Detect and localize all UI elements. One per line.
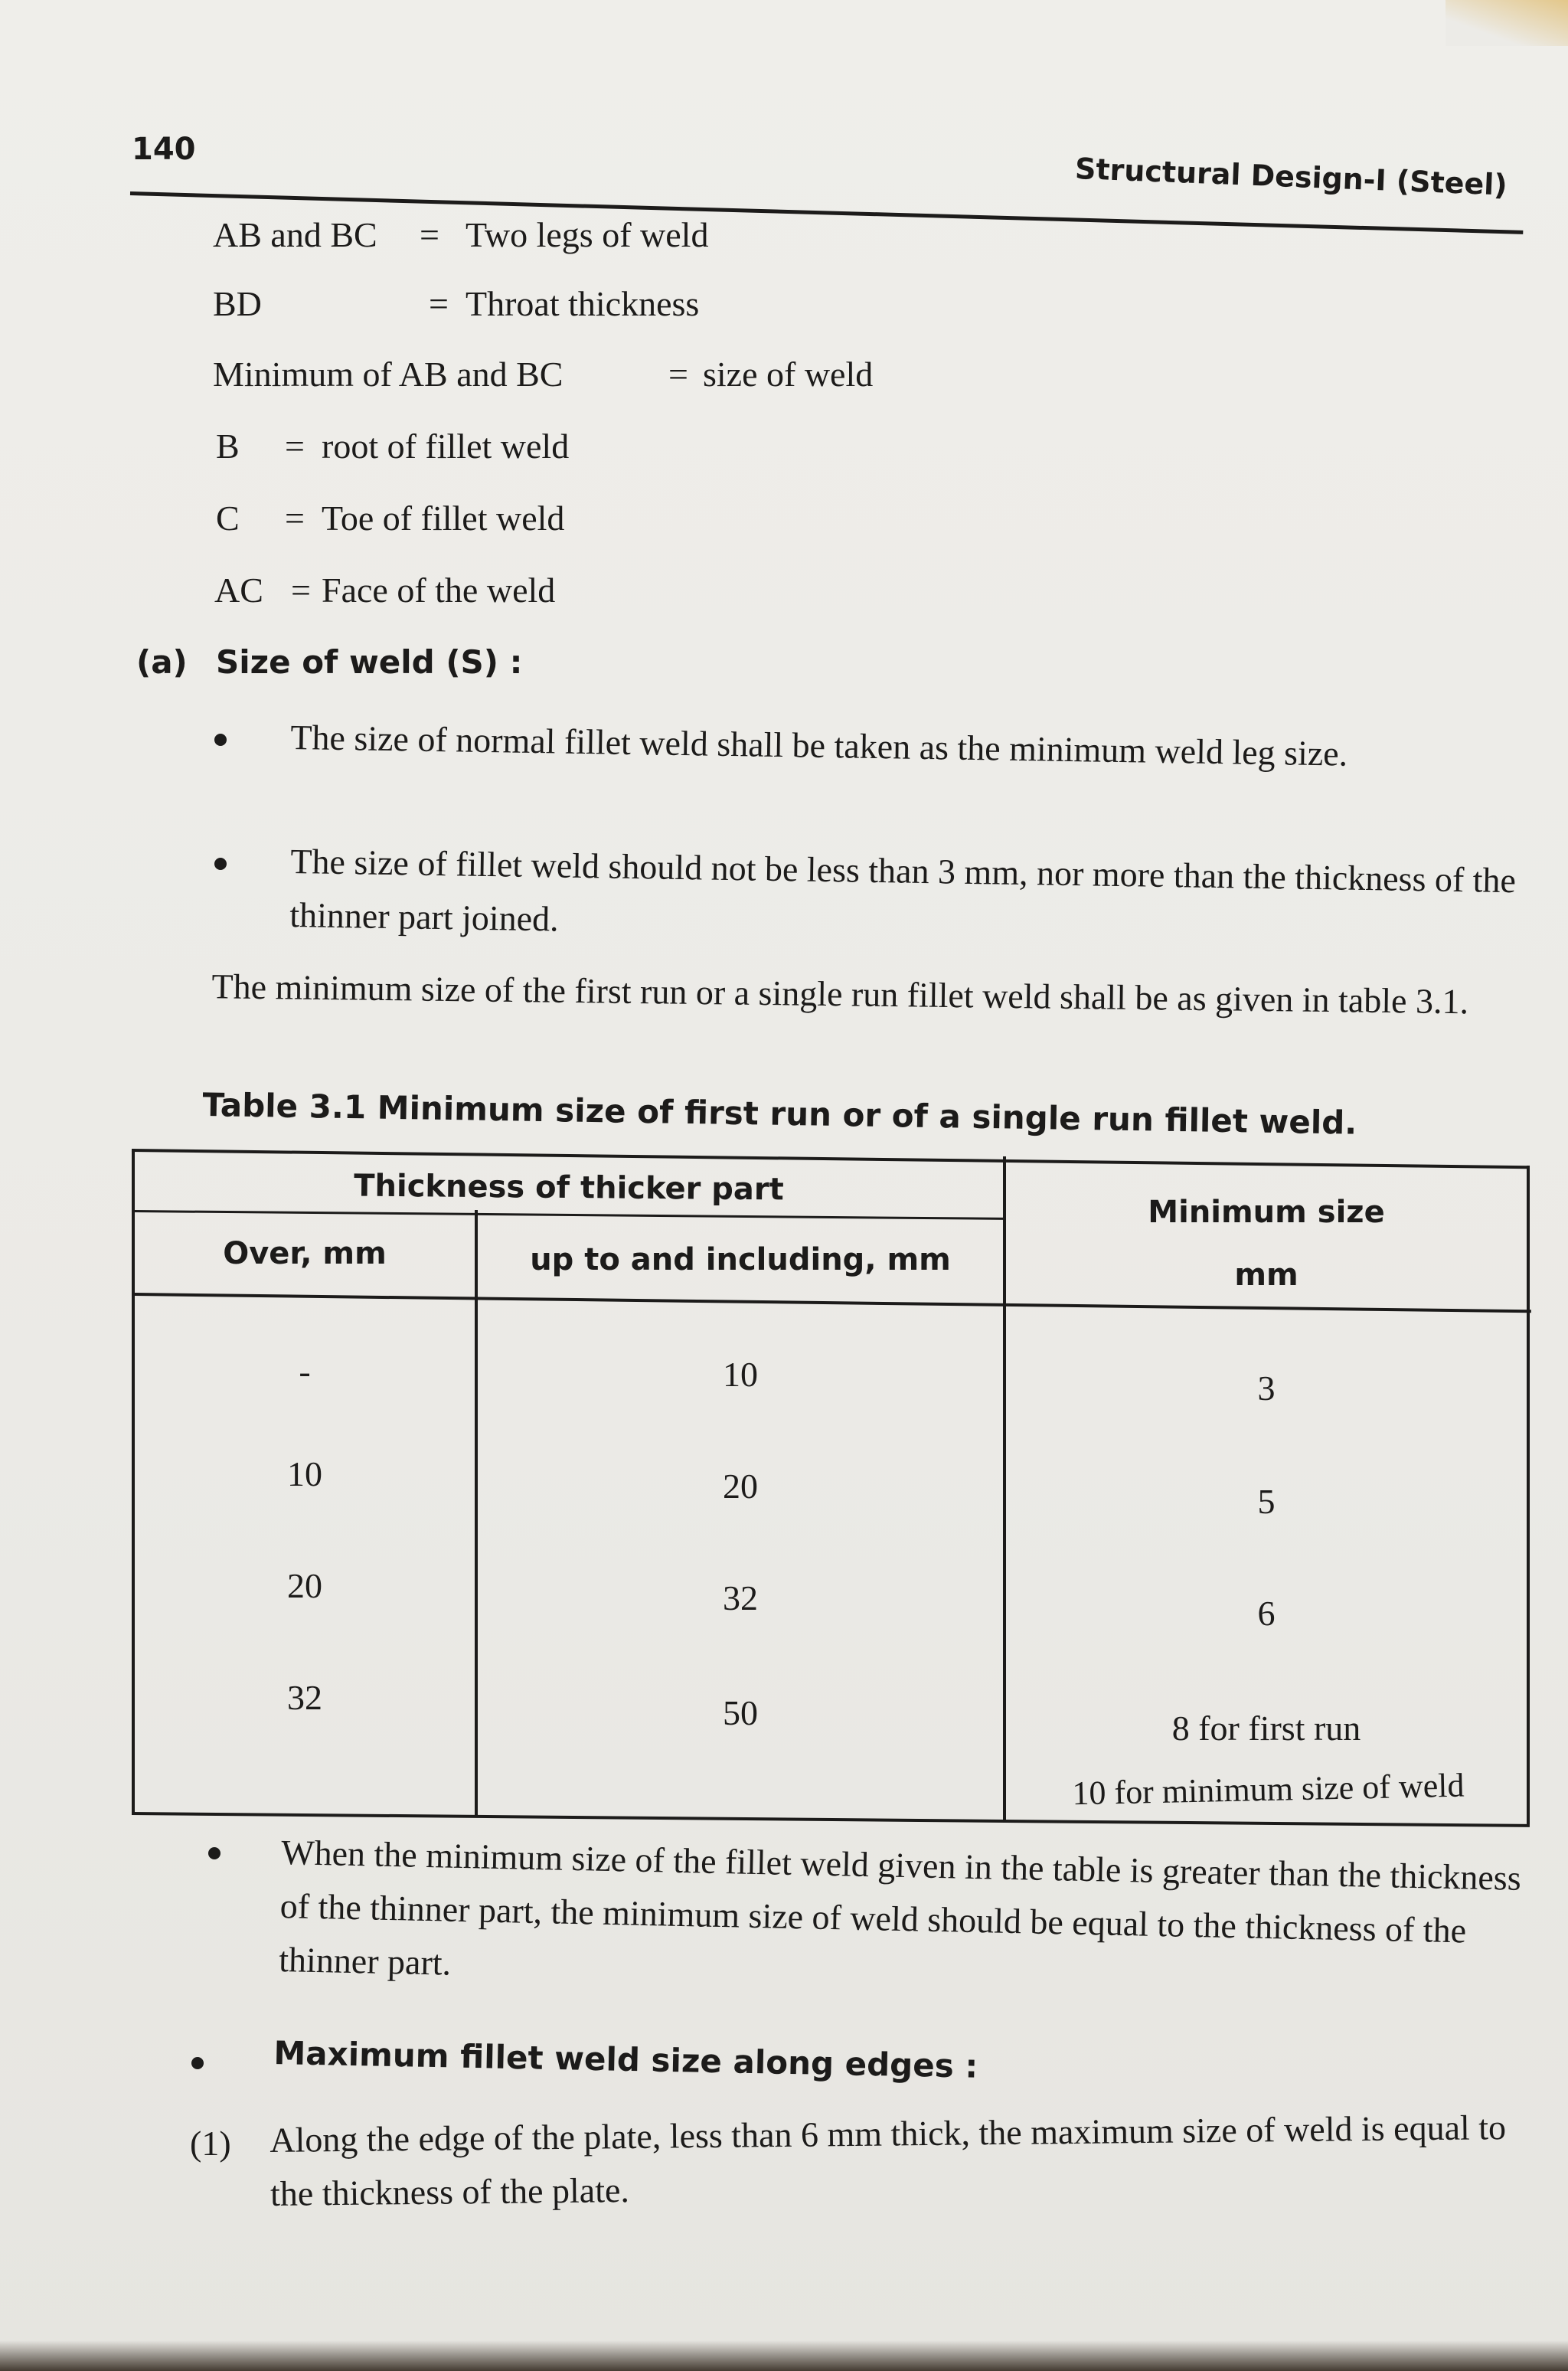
- definition-term: BD: [213, 284, 262, 323]
- section-label: (a): [136, 643, 188, 681]
- definition-term: AB and BC: [213, 215, 377, 254]
- definition-desc: root of fillet weld: [322, 427, 570, 466]
- body-paragraph: The minimum size of the first run or a single run fillet weld shall be as given in table 3.1.: [211, 966, 1469, 1022]
- table-divider: [135, 1210, 1004, 1220]
- table-cell-over: 32: [287, 1678, 322, 1717]
- table-group-header: Thickness of thicker part: [354, 1168, 784, 1208]
- running-title: Structural Design-I (Steel): [1074, 152, 1508, 202]
- table-header-min: Minimum size: [1148, 1195, 1385, 1230]
- table-header-upto: up to and including, mm: [530, 1242, 951, 1277]
- definition-eq: =: [285, 427, 305, 466]
- list-item-label: (1): [190, 2124, 231, 2163]
- list-item-text: Along the edge of the plate, less than 6 mm thick, the maximum size of weld is equal to the thickness of the plate.: [270, 2108, 1507, 2213]
- bullet-text: When the minimum size of the fillet weld given in the table is greater than the thickness of the thinner part, the minimum size of weld should be equal to the thickness of the thinner part.: [278, 1832, 1522, 1983]
- table-border-top: [132, 1149, 1530, 1169]
- page-number: 140: [132, 132, 196, 167]
- table-cell-over: 20: [287, 1566, 322, 1605]
- definition-eq: =: [285, 499, 305, 538]
- table-header-over: Over, mm: [223, 1236, 387, 1271]
- table-cell-min: 5: [1257, 1482, 1276, 1521]
- definition-desc: Toe of fillet weld: [322, 499, 565, 538]
- bullet-icon: [191, 2057, 204, 2069]
- bullet-text: The size of fillet weld should not be less than 3 mm, nor more than the thickness of the thinner part joined.: [289, 841, 1517, 939]
- bullet-text: The size of normal fillet weld shall be taken as the minimum weld leg size.: [290, 717, 1348, 773]
- definition-term: Minimum of AB and BC: [213, 355, 564, 394]
- table-caption: Table 3.1 Minimum size of first run or of a single run fillet weld.: [202, 1086, 1357, 1142]
- table-header-min-unit: mm: [1234, 1257, 1298, 1293]
- definition-eq: =: [291, 571, 311, 610]
- definition-desc: Throat thickness: [466, 284, 700, 323]
- table-cell-upto: 50: [723, 1693, 758, 1732]
- subsection-title: Maximum fillet weld size along edges :: [273, 2034, 978, 2085]
- bullet-icon: [208, 1847, 220, 1859]
- table-cell-min: 6: [1257, 1594, 1276, 1633]
- table-cell-upto: 10: [723, 1355, 758, 1394]
- table-cell-min-note: 10 for minimum size of weld: [1071, 1766, 1465, 1813]
- table-border-right: [1527, 1166, 1530, 1824]
- definition-term: C: [216, 499, 240, 538]
- table-cell-min: 8 for first run: [1171, 1709, 1361, 1748]
- section-title: Size of weld (S) :: [216, 643, 523, 681]
- table-cell-min: 3: [1257, 1369, 1276, 1408]
- definition-term: B: [216, 427, 240, 466]
- table-cell-upto: 20: [723, 1467, 758, 1506]
- definition-eq: =: [429, 284, 449, 323]
- table-cell-upto: 32: [723, 1578, 758, 1617]
- table-divider: [135, 1293, 1531, 1313]
- page-edge-shadow: [0, 2340, 1568, 2371]
- definition-eq: =: [668, 355, 688, 394]
- table-cell-over: -: [299, 1352, 311, 1391]
- definition-eq: =: [420, 215, 439, 254]
- definition-desc: Face of the weld: [322, 571, 556, 610]
- definition-desc: Two legs of weld: [466, 215, 709, 254]
- table-cell-over: 10: [287, 1454, 322, 1493]
- definition-term: AC: [214, 571, 263, 610]
- table-border-bottom: [132, 1812, 1530, 1827]
- definition-desc: size of weld: [703, 355, 874, 394]
